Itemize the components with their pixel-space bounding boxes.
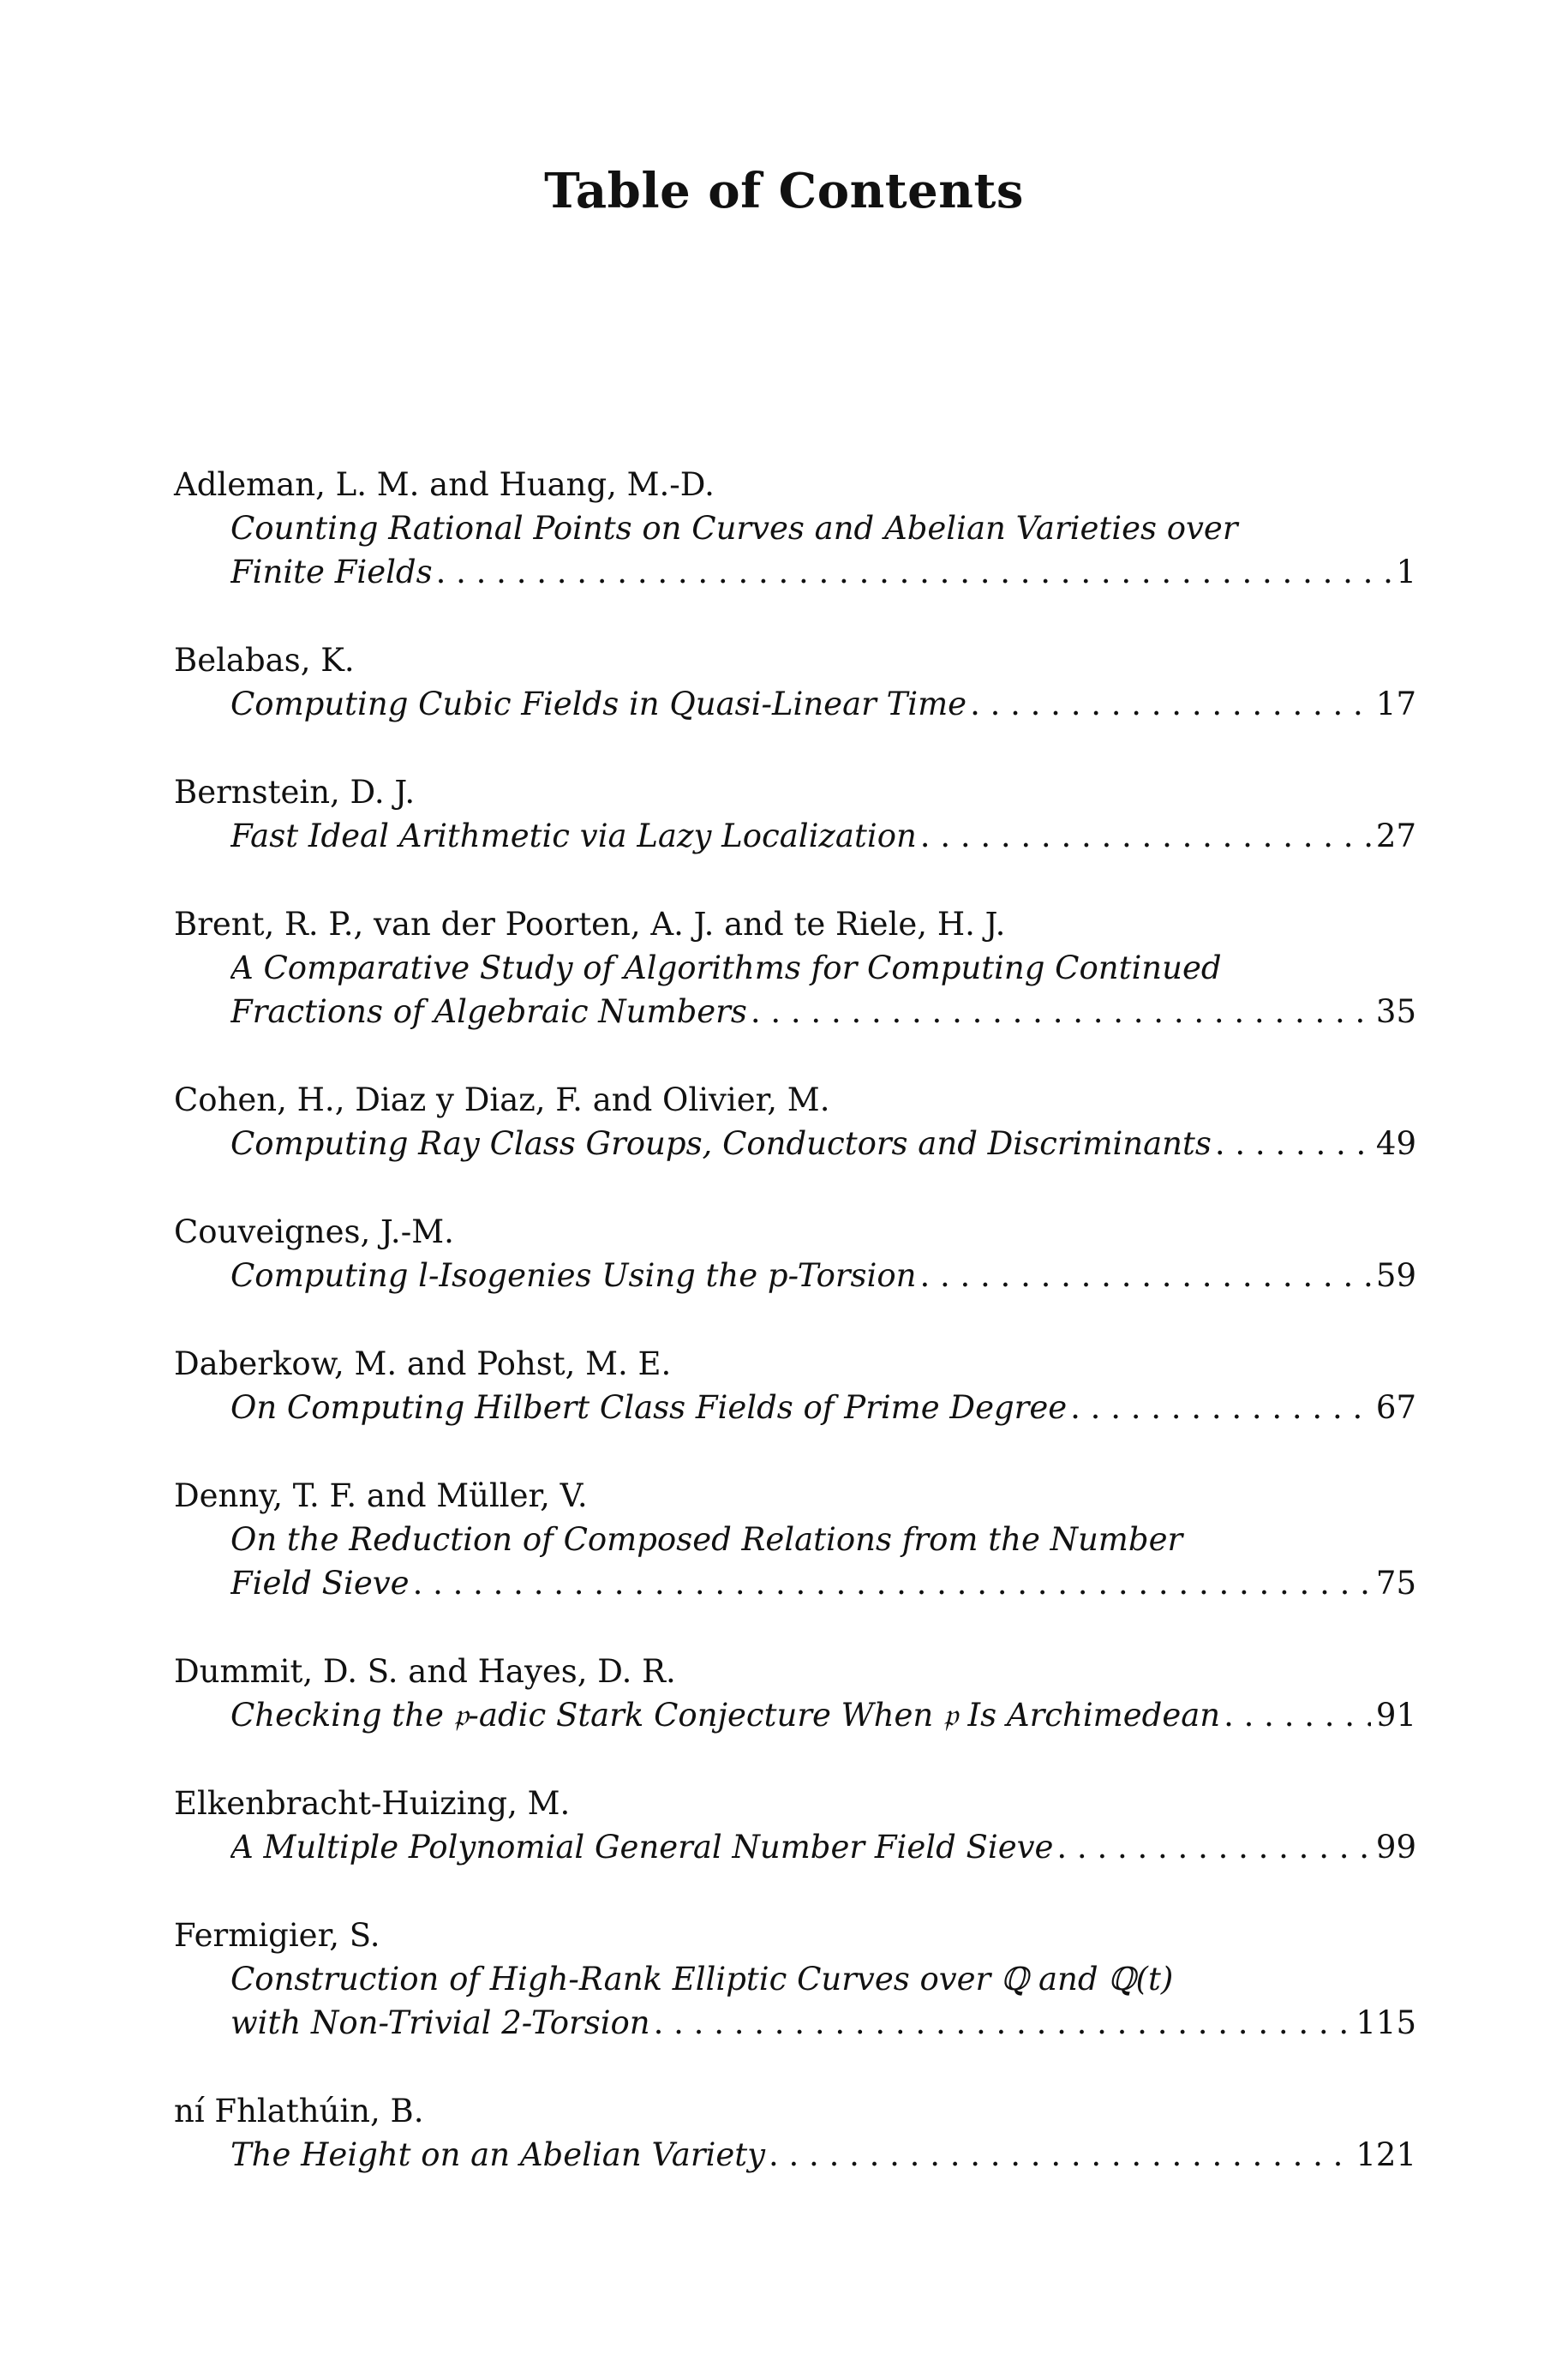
entry-title-last-line xyxy=(230,1825,1416,1869)
entry-page-number: 1 xyxy=(1396,554,1416,590)
entry-author: ní Fhlathúin, B. xyxy=(174,2093,424,2129)
entry-title-last-line xyxy=(230,814,1416,858)
entry-title xyxy=(174,1825,1416,1869)
entry-author: Adleman, L. M. and Huang, M.-D. xyxy=(174,466,715,503)
entry-page-number: 49 xyxy=(1375,1125,1416,1162)
dot-leader xyxy=(919,1254,1370,1297)
table-of-contents xyxy=(174,463,1416,2221)
dot-leader xyxy=(436,550,1391,594)
entry-author: Cohen, H., Diaz y Diaz, F. and Olivier, M. xyxy=(174,1081,830,1118)
entry-title-line: A Comparative Study of Algorithms for Computing Continued xyxy=(230,949,1222,986)
entry-page-number: 35 xyxy=(1375,993,1416,1030)
entry-title-last-line xyxy=(230,1254,1416,1297)
entry-author: Belabas, K. xyxy=(174,642,355,679)
entry-title-last-line xyxy=(230,990,1416,1033)
entry-title xyxy=(174,1518,1416,1605)
dot-leader xyxy=(1215,1122,1371,1165)
page-title: Table of Contents xyxy=(544,163,1024,219)
dot-leader xyxy=(654,2001,1351,2045)
dot-leader xyxy=(413,1561,1371,1605)
entry-title-last-line xyxy=(230,1561,1416,1605)
entry-title xyxy=(174,946,1416,1033)
entry-title-line: Construction of High-Rank Elliptic Curves over ℚ and ℚ(t) xyxy=(230,1961,1174,1998)
entry-title-line: Counting Rational Points on Curves and Abelian Varieties over xyxy=(230,510,1238,547)
entry-title-text: Checking the 𝔭-adic Stark Conjecture When 𝔭 Is Archimedean xyxy=(230,1697,1221,1734)
entry-title-text: A Multiple Polynomial General Number Field Sieve xyxy=(230,1829,1054,1866)
entry-author: Brent, R. P., van der Poorten, A. J. and te Riele, H. J. xyxy=(174,906,1006,943)
entry-title-text: Field Sieve xyxy=(230,1565,410,1602)
entry-title xyxy=(174,814,1416,858)
entry-title xyxy=(174,1254,1416,1297)
toc-entry xyxy=(174,1914,1416,2045)
entry-author: Daberkow, M. and Pohst, M. E. xyxy=(174,1345,672,1382)
dot-leader xyxy=(1056,1825,1371,1869)
entry-page-number: 121 xyxy=(1356,2136,1416,2173)
entry-page-number: 67 xyxy=(1375,1389,1416,1426)
entry-page-number: 17 xyxy=(1375,686,1416,722)
entry-author: Couveignes, J.-M. xyxy=(174,1213,454,1250)
toc-entry xyxy=(174,1782,1416,1869)
entry-title xyxy=(174,1386,1416,1429)
entry-author: Fermigier, S. xyxy=(174,1917,380,1954)
entry-title-last-line xyxy=(230,1386,1416,1429)
toc-entry xyxy=(174,770,1416,858)
entry-author: Bernstein, D. J. xyxy=(174,774,416,811)
toc-entry xyxy=(174,638,1416,726)
entry-title-text: Computing Cubic Fields in Quasi-Linear Time xyxy=(230,686,967,722)
dot-leader xyxy=(920,814,1371,858)
toc-entry xyxy=(174,1474,1416,1605)
entry-title xyxy=(174,506,1416,594)
entry-page-number: 75 xyxy=(1375,1565,1416,1602)
entry-title-text: Computing Ray Class Groups, Conductors and Discriminants xyxy=(230,1125,1212,1162)
dot-leader xyxy=(1224,1693,1371,1737)
entry-title-last-line xyxy=(230,550,1416,594)
entry-page-number: 115 xyxy=(1356,2004,1416,2041)
toc-entry xyxy=(174,1210,1416,1297)
entry-title-text: Finite Fields xyxy=(230,554,433,590)
toc-entry xyxy=(174,1342,1416,1429)
entry-title-text: with Non-Trivial 2-Torsion xyxy=(230,2004,650,2041)
toc-entry xyxy=(174,1078,1416,1165)
toc-entry xyxy=(174,463,1416,594)
dot-leader xyxy=(769,2133,1350,2177)
entry-title-text: On Computing Hilbert Class Fields of Prime Degree xyxy=(230,1389,1068,1426)
entry-page-number: 27 xyxy=(1375,818,1416,854)
entry-page-number: 59 xyxy=(1375,1257,1416,1294)
entry-author: Denny, T. F. and Müller, V. xyxy=(174,1477,588,1514)
entry-title xyxy=(174,682,1416,726)
entry-title-last-line xyxy=(230,2001,1416,2045)
entry-title-text: The Height on an Abelian Variety xyxy=(230,2136,766,2173)
dot-leader xyxy=(970,682,1371,726)
toc-entry xyxy=(174,1650,1416,1737)
entry-title-line: On the Reduction of Composed Relations from the Number xyxy=(230,1521,1183,1558)
entry-title-text: Fractions of Algebraic Numbers xyxy=(230,993,747,1030)
entry-page-number: 91 xyxy=(1375,1697,1416,1734)
entry-title xyxy=(174,2133,1416,2177)
entry-author: Elkenbracht-Huizing, M. xyxy=(174,1785,571,1822)
toc-entry xyxy=(174,902,1416,1033)
entry-title-last-line xyxy=(230,1693,1416,1737)
entry-title xyxy=(174,1693,1416,1737)
entry-title-text: Fast Ideal Arithmetic via Lazy Localization xyxy=(230,818,917,854)
entry-title xyxy=(174,1957,1416,2045)
entry-author: Dummit, D. S. and Hayes, D. R. xyxy=(174,1653,676,1690)
entry-title-text: Computing l-Isogenies Using the p-Torsion xyxy=(230,1257,917,1294)
entry-title-last-line xyxy=(230,2133,1416,2177)
entry-title-last-line xyxy=(230,1122,1416,1165)
entry-title-last-line xyxy=(230,682,1416,726)
entry-title xyxy=(174,1122,1416,1165)
dot-leader xyxy=(1070,1386,1371,1429)
toc-entry xyxy=(174,2089,1416,2177)
dot-leader xyxy=(751,990,1371,1033)
entry-page-number: 99 xyxy=(1375,1829,1416,1866)
